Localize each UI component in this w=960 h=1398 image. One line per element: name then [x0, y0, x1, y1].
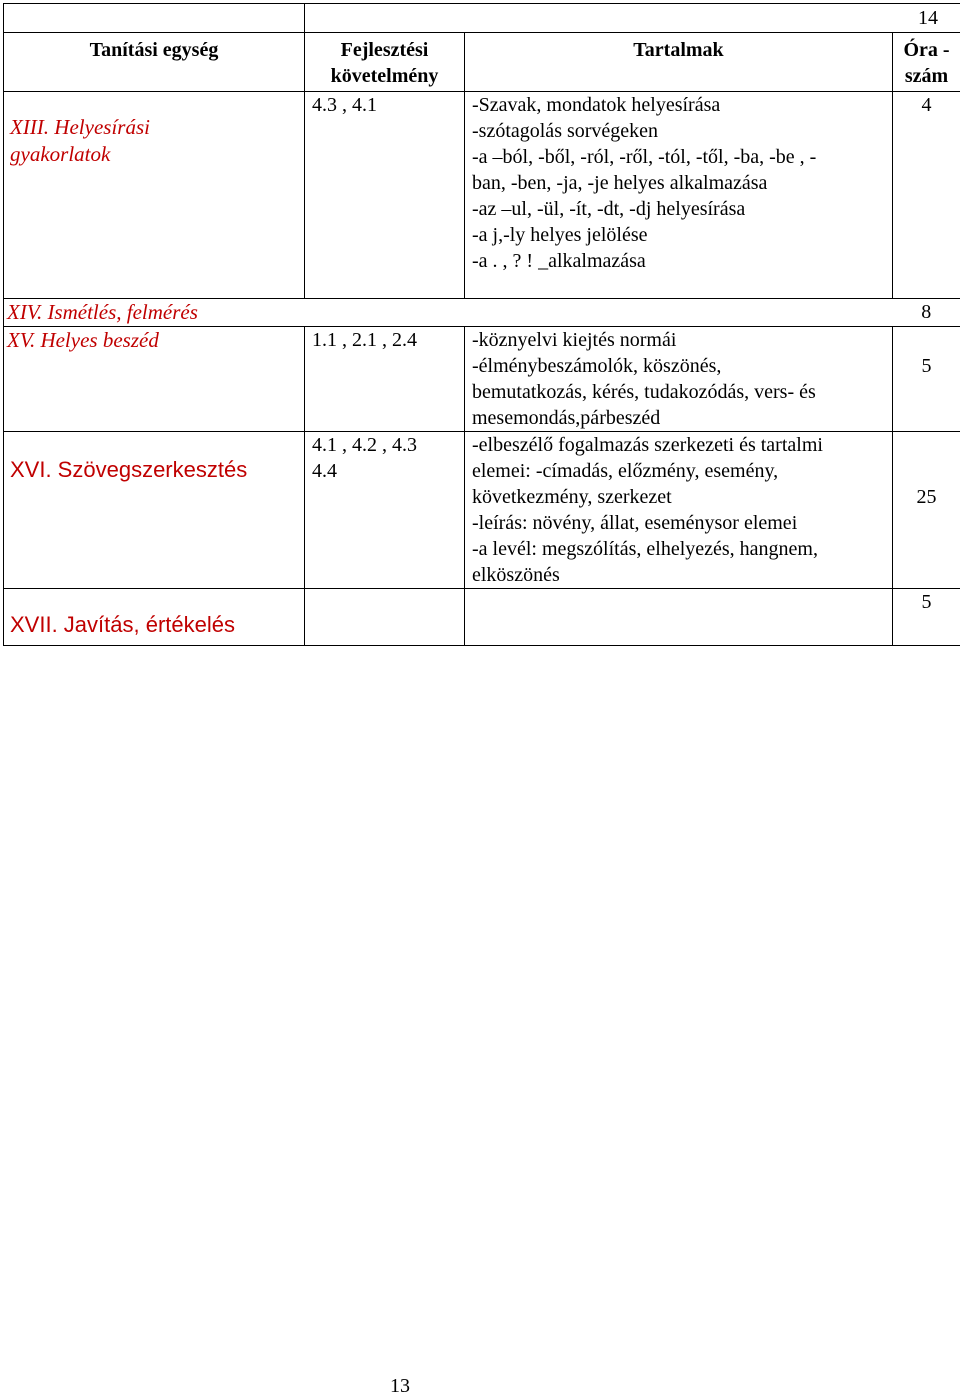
- table-row: [4, 299, 960, 327]
- page-number-row: [4, 4, 960, 33]
- content-cell: [465, 327, 893, 432]
- header-unit: Tanítási egység: [4, 33, 305, 92]
- content-line: elemei: -címadás, előzmény, esemény,: [472, 458, 888, 484]
- content-line: bemutatkozás, kérés, tudakozódás, vers- és: [472, 379, 888, 405]
- content-line: -élménybeszámolók, köszönés,: [472, 353, 888, 379]
- table-row: [4, 327, 960, 432]
- unit-cell: [4, 432, 305, 589]
- content-line: ban, -ben, -ja, -je helyes alkalmazása: [472, 170, 888, 196]
- content-line: -a levél: megszólítás, elhelyezés, hangnem,: [472, 536, 888, 562]
- header-row: [4, 33, 960, 92]
- content-line: -a j,-ly helyes jelölése: [472, 222, 888, 248]
- header-requirement: Fejlesztési követelmény: [305, 33, 465, 92]
- unit-cell: [4, 327, 305, 432]
- unit-title: XVI. Szövegszerkesztés: [4, 432, 304, 484]
- unit-cell: [4, 92, 305, 299]
- content-cell: [465, 432, 893, 589]
- table-row: [4, 589, 960, 646]
- hours-cell: 5: [893, 589, 960, 646]
- content-line: elköszönés: [472, 562, 888, 588]
- requirement-cell: [305, 589, 465, 646]
- unit-title: XVII. Javítás, értékelés: [4, 589, 304, 639]
- requirement-cell: 4.1 , 4.2 , 4.3 4.4: [305, 432, 465, 589]
- content-line: -a –ból, -ből, -ról, -ről, -tól, -től, -ba, -be , -: [472, 144, 888, 170]
- content-line: -a . , ? ! _alkalmazása: [472, 248, 888, 274]
- content-line: következmény, szerkezet: [472, 484, 888, 510]
- hours-cell: 5: [893, 327, 960, 432]
- unit-title: XIII. Helyesírási: [10, 114, 304, 141]
- content-line: -az –ul, -ül, -ít, -dt, -dj helyesírása: [472, 196, 888, 222]
- content-cell: [465, 92, 893, 299]
- page-top-number: 14: [305, 4, 960, 33]
- hours-cell: 25: [893, 432, 960, 589]
- content-line: -köznyelvi kiejtés normái: [472, 327, 888, 353]
- unit-title-cont: gyakorlatok: [10, 141, 304, 168]
- unit-title: XIV. Ismétlés, felmérés: [4, 299, 893, 326]
- table-row: [4, 92, 960, 299]
- content-line: -elbeszélő fogalmazás szerkezeti és tartalmi: [472, 432, 888, 458]
- hours-cell: 4: [893, 92, 960, 299]
- hours-cell: 8: [893, 299, 960, 327]
- unit-cell: [4, 589, 305, 646]
- content-line: -leírás: növény, állat, eseménysor elemei: [472, 510, 888, 536]
- header-content: Tartalmak: [465, 33, 893, 92]
- header-hours: Óra - szám: [893, 33, 960, 92]
- content-cell: [465, 589, 893, 646]
- curriculum-table: [3, 3, 960, 646]
- requirement-cell: 4.3 , 4.1: [305, 92, 465, 299]
- content-line: -szótagolás sorvégeken: [472, 118, 888, 144]
- unit-cell: [4, 299, 893, 327]
- page-bottom-number: 13: [390, 1375, 410, 1398]
- curriculum-table-frame: [3, 3, 960, 646]
- unit-title: XV. Helyes beszéd: [4, 327, 304, 354]
- requirement-cell: 1.1 , 2.1 , 2.4: [305, 327, 465, 432]
- content-line: -Szavak, mondatok helyesírása: [472, 92, 888, 118]
- content-line: mesemondás,párbeszéd: [472, 405, 888, 431]
- table-row: [4, 432, 960, 589]
